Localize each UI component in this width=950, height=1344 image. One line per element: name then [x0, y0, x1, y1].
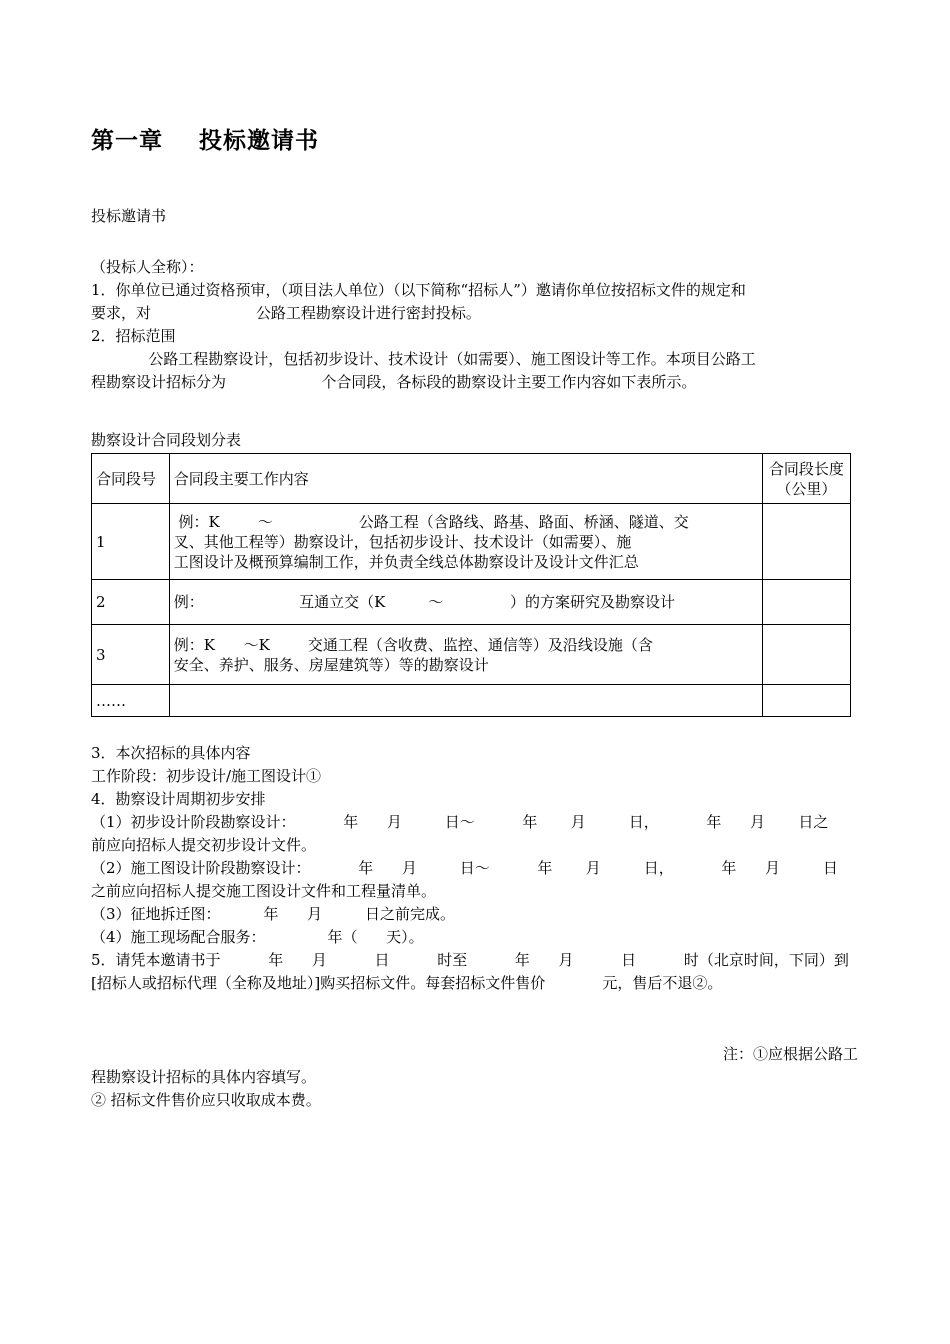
row-work-content — [169, 685, 762, 717]
section-4-title: 4．勘察设计周期初步安排 — [91, 790, 266, 808]
row-section-no: 2 — [92, 580, 170, 625]
work-stage: 工作阶段：初步设计/施工图设计① — [91, 767, 322, 785]
row-work-line: 例：K ～K 交通工程（含收费、监控、通信等）及沿线设施（含 — [173, 635, 653, 654]
header-section-no: 合同段号 — [92, 454, 170, 504]
notes-block — [91, 1043, 858, 1112]
section-2-title: 2．招标范围 — [91, 327, 176, 345]
schedule-2-line-1: （2）施工图设计阶段勘察设计： 年 月 日～ 年 月 日， 年 月 日 — [91, 859, 838, 877]
invitation-heading: 投标邀请书 — [91, 207, 167, 225]
row-work-content — [169, 504, 762, 580]
note-2: ② 招标文件售价应只收取成本费。 — [91, 1091, 321, 1109]
schedule-3: （3）征地拆迁图： 年 月 日之前完成。 — [91, 905, 455, 923]
row-length — [762, 625, 850, 685]
table-header-row — [92, 454, 851, 504]
schedule-4: （4）施工现场配合服务： 年（ 天）。 — [91, 928, 424, 946]
row-length — [762, 580, 850, 625]
paragraph-2-line-2: 程勘察设计招标分为 个合同段，各标段的勘察设计主要工作内容如下表所示。 — [91, 373, 697, 391]
header-length — [762, 454, 850, 504]
section-5-line-2: [招标人或招标代理（全称及地址）]购买招标文件。每套招标文件售价 元，售后不退②。 — [91, 974, 723, 992]
salutation: （投标人全称）： — [91, 258, 204, 276]
schedule-1-line-1: （1）初步设计阶段勘察设计： 年 月 日～ 年 月 日， 年 月 日之 — [91, 813, 829, 831]
table-row — [92, 580, 851, 625]
paragraph-1-line-2: 要求，对 公路工程勘察设计进行密封投标。 — [91, 304, 481, 322]
table-row — [92, 625, 851, 685]
row-length — [762, 685, 850, 717]
note-1-line-2: 程勘察设计招标的具体内容填写。 — [91, 1068, 317, 1086]
schedule-2-line-2: 之前应向招标人提交施工图设计文件和工程量清单。 — [91, 882, 437, 900]
table-row — [92, 685, 851, 717]
paragraph-1-line-1: 1．你单位已通过资格预审，（项目法人单位）（以下简称“招标人”）邀请你单位按招标文件的规定和 — [91, 281, 746, 299]
row-section-no: …… — [92, 685, 170, 717]
row-length — [762, 504, 850, 580]
table-row — [92, 504, 851, 580]
invitation-heading-block — [91, 205, 858, 228]
note-1-line-1: 注：①应根据公路工 — [722, 1045, 858, 1063]
header-length-line-2: （公里） — [776, 479, 837, 498]
row-work-line: 例： 互通立交（K ～ ）的方案研究及勘察设计 — [173, 593, 676, 611]
schedule-1-line-2: 前应向招标人提交初步设计文件。 — [91, 836, 317, 854]
table-caption-block — [91, 429, 858, 452]
row-work-line: 工图设计及概预算编制工作，并负责全线总体勘察设计及设计文件汇总 — [173, 552, 639, 571]
header-length-line-1: 合同段长度 — [768, 459, 844, 478]
contract-section-table — [91, 453, 851, 717]
row-section-no: 1 — [92, 504, 170, 580]
row-work-line: 安全、养护、服务、房屋建筑等）等的勘察设计 — [173, 655, 489, 674]
table-caption: 勘察设计合同段划分表 — [91, 431, 242, 449]
header-main-work: 合同段主要工作内容 — [169, 454, 762, 504]
content-body — [91, 742, 858, 995]
row-work-line: 叉、其他工程等）勘察设计，包括初步设计、技术设计（如需要）、施 — [173, 532, 632, 551]
row-section-no: 3 — [92, 625, 170, 685]
row-work-content — [169, 580, 762, 625]
row-work-content — [169, 625, 762, 685]
row-work-line: 例：K ～ 公路工程（含路线、路基、路面、桥涵、隧道、交 — [173, 512, 689, 531]
paragraph-2-line-1: 公路工程勘察设计，包括初步设计、技术设计（如需要）、施工图设计等工作。本项目公路工 — [91, 350, 756, 368]
chapter-title: 第一章 投标邀请书 — [91, 128, 320, 154]
section-3-title: 3．本次招标的具体内容 — [91, 744, 251, 762]
section-5-line-1: 5．请凭本邀请书于 年 月 日 时至 年 月 日 时（北京时间，下同）到 — [91, 951, 849, 969]
invitation-body — [91, 256, 858, 394]
